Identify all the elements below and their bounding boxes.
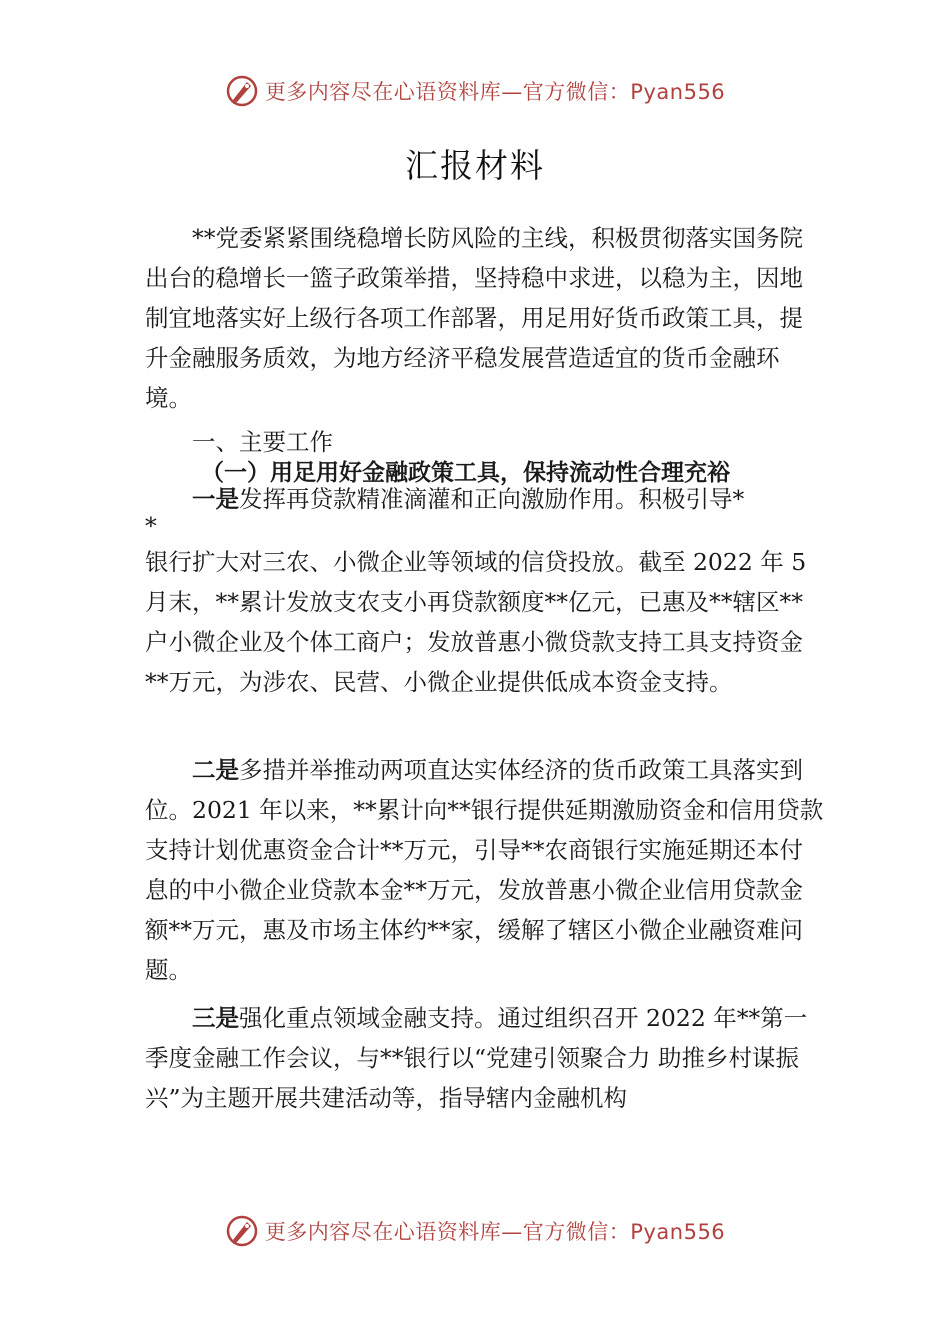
item2-lead: 二是 [192, 756, 239, 784]
item2-paragraph [145, 750, 825, 990]
item1-first-line [145, 484, 825, 514]
section-heading: 一、主要工作 [192, 428, 333, 456]
item1-line2: * [145, 512, 157, 540]
pen-nib-logo-icon [225, 74, 259, 108]
document-title: 汇报材料 [405, 146, 545, 185]
item1-paragraph: 银行扩大对三农、小微企业等领域的信贷投放。截至 2022 年 5 月末，**累计发放支农支小再贷款额度**亿元，已惠及**辖区**户小微企业及个体工商户；发放普惠小微贷款支持工具支持资金**万元，为涉农、民营、小微企业提供低成本资金支持。 [145, 548, 807, 696]
banner-text: 更多内容尽在心语资料库—官方微信：Pyan556 [264, 1220, 726, 1244]
pen-nib-logo-icon [225, 1214, 259, 1248]
item2-text: 多措并举推动两项直达实体经济的货币政策工具落实到位。2021 年以来，**累计向**银行提供延期激励资金和信用贷款支持计划优惠资金合计**万元，引导**农商银行实施延期还本付息的中小微企业贷款本金**万元，发放普惠小微企业信用贷款金额**万元，惠及市场主体约**家，缓解了辖区小微企业融资难问题。 [145, 756, 824, 984]
document-body [145, 218, 825, 538]
item1-line1: 发挥再贷款精准滴灌和正向激励作用。积极引导* [239, 485, 745, 513]
header-banner [0, 74, 950, 108]
intro-paragraph: **党委紧紧围绕稳增长防风险的主线，积极贯彻落实国务院出台的稳增长一篮子政策举措，坚持稳中求进，以稳为主，因地制宜地落实好上级行各项工作部署，用足用好货币政策工具，提升金融服务质效，为地方经济平稳发展营造适宜的货币金融环境。 [145, 224, 803, 412]
item3-lead: 三是 [192, 1004, 239, 1032]
footer-banner [0, 1214, 950, 1248]
item3-text: 强化重点领域金融支持。通过组织召开 2022 年**第一季度金融工作会议，与**银行以“党建引领聚合力 助推乡村谋振兴”为主题开展共建活动等，指导辖内金融机构 [145, 1004, 808, 1112]
item1-lead: 一是 [192, 485, 239, 513]
subsection-heading: （一）用足用好金融政策工具，保持流动性合理充裕 [201, 460, 730, 486]
item3-paragraph [145, 998, 825, 1118]
banner-text: 更多内容尽在心语资料库—官方微信：Pyan556 [264, 80, 726, 104]
